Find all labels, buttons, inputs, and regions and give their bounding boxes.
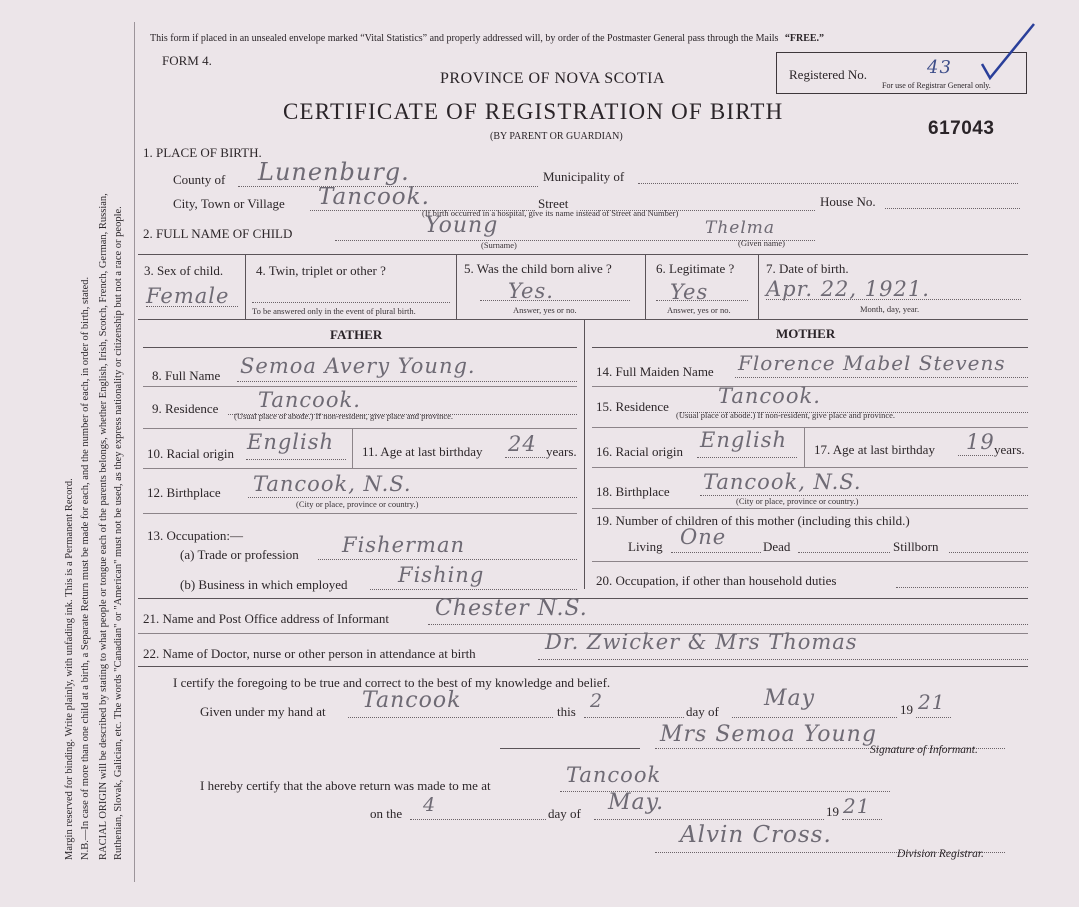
doctor-value: Dr. Zwicker & Mrs Thomas [545, 630, 858, 654]
street-label: Street [538, 196, 569, 211]
mother-heading: MOTHER [776, 326, 836, 341]
county-value: Lunenburg. [258, 158, 410, 186]
signature-of-informant-label: Signature of Informant. [870, 744, 978, 756]
father-age-label: 11. Age at last birthday [362, 444, 483, 459]
house-number-label: House No. [820, 194, 876, 209]
father-residence-label: 9. Residence [152, 401, 219, 416]
certificate-subtitle: (BY PARENT OR GUARDIAN) [490, 131, 623, 142]
municipality-label: Municipality of [543, 169, 625, 184]
mother-dead-label: Dead [763, 539, 791, 554]
margin-note-4: Ruthenian, Slovak, Galician, etc. The words "Canadian" or "American" must not be used, as they express nationality or citizenship but not a race or people. [113, 206, 124, 860]
doctor-label: 22. Name of Doctor, nurse or other person in attendance at birth [143, 646, 476, 661]
serial-number: 617043 [928, 118, 995, 139]
county-label: County of [173, 172, 226, 187]
mother-age-unit: years. [994, 442, 1025, 457]
registrar-day-value: 4 [423, 794, 437, 816]
father-racial-label: 10. Racial origin [147, 446, 235, 461]
registrar-on-the-label: on the [370, 806, 403, 821]
father-name-label: 8. Full Name [152, 368, 221, 383]
given-month-value: May [764, 686, 816, 711]
registrar-signature: Alvin Cross. [680, 822, 832, 848]
date-of-birth-value: Apr. 22, 1921. [766, 277, 930, 301]
father-business-value: Fishing [398, 563, 485, 587]
given-day-value: 2 [590, 690, 604, 712]
mother-residence-label: 15. Residence [596, 399, 669, 414]
registrar-place-value: Tancook [566, 763, 662, 787]
form-number: FORM 4. [162, 53, 212, 68]
mother-stillborn-label: Stillborn [893, 539, 939, 554]
given-place-value: Tancook [362, 688, 462, 713]
this-label: this [557, 704, 576, 719]
informant-label: 21. Name and Post Office address of Informant [143, 611, 389, 626]
informant-signature: Mrs Semoa Young [660, 722, 877, 747]
given-under-label: Given under my hand at [200, 704, 326, 719]
father-trade-label: (a) Trade or profession [180, 547, 299, 562]
check-mark-icon [978, 20, 1038, 82]
father-name-value: Semoa Avery Young. [240, 354, 476, 378]
city-label: City, Town or Village [173, 196, 285, 211]
registered-note: For use of Registrar General only. [882, 81, 991, 90]
margin-note-1: Margin reserved for binding. Write plainly, with unfading ink. This is a Permanent Record. [64, 478, 75, 860]
mother-racial-label: 16. Racial origin [596, 444, 684, 459]
margin-note-3: RACIAL ORIGIN will be described by stating to what people or tongue each of the parents belongs, whether English, Irish, Scotch, French, German, Russian, [98, 193, 109, 860]
certificate-title: CERTIFICATE OF REGISTRATION OF BIRTH [283, 99, 784, 124]
mother-residence-value: Tancook. [718, 384, 821, 408]
registrar-year-value: 21 [843, 794, 871, 818]
father-business-label: (b) Business in which employed [180, 577, 348, 592]
legitimate-note: Answer, yes or no. [667, 305, 731, 315]
mother-abode-note: (Usual place of abode.) If non-resident, give place and province. [676, 410, 896, 420]
mother-occupation-label: 20. Occupation, if other than household duties [596, 573, 837, 588]
given-name-note: (Given name) [738, 238, 785, 248]
informant-value: Chester N.S. [435, 596, 588, 621]
mother-birthplace-label: 18. Birthplace [596, 484, 670, 499]
father-birthplace-value: Tancook, N.S. [253, 472, 412, 496]
date-of-birth-label: 7. Date of birth. [766, 261, 849, 276]
father-age-unit: years. [546, 444, 577, 459]
alive-note: Answer, yes or no. [513, 305, 577, 315]
date-of-birth-note: Month, day, year. [860, 304, 920, 314]
mother-children-label: 19. Number of children of this mother (including this child.) [596, 513, 910, 528]
given-year-value: 21 [918, 690, 946, 714]
registered-value: 43 [927, 57, 952, 78]
father-racial-value: English [247, 430, 335, 454]
registrar-year-prefix: 19 [826, 804, 839, 819]
mother-birthplace-value: Tancook, N.S. [703, 470, 862, 494]
registrar-month-value: May. [608, 790, 665, 815]
twin-note: To be answered only in the event of plural birth. [252, 306, 416, 316]
mail-notice: This form if placed in an unsealed envelope marked “Vital Statistics” and properly addressed will, by order of the Postmaster General pass through the Mails [150, 33, 779, 44]
margin-notes [0, 0, 135, 907]
father-heading: FATHER [330, 327, 383, 342]
city-value: Tancook. [318, 184, 430, 210]
alive-label: 5. Was the child born alive ? [464, 261, 612, 276]
mother-living-label: Living [628, 539, 663, 554]
mother-racial-value: English [700, 428, 788, 452]
surname-note: (Surname) [481, 240, 517, 250]
place-of-birth-heading: 1. PLACE OF BIRTH. [143, 145, 262, 160]
given-day-of-label: day of [686, 704, 719, 719]
province-title: PROVINCE OF NOVA SCOTIA [440, 70, 666, 87]
sex-label: 3. Sex of child. [144, 263, 224, 278]
sex-value: Female [146, 284, 230, 308]
mail-free: “FREE.” [784, 33, 825, 44]
legitimate-value: Yes [670, 280, 709, 304]
father-abode-note: (Usual place of abode.) If non-resident, give place and province. [234, 411, 454, 421]
father-occupation-label: 13. Occupation:— [147, 528, 244, 543]
father-birthplace-label: 12. Birthplace [147, 485, 221, 500]
mother-name-value: Florence Mabel Stevens [738, 351, 1006, 375]
mail-notice-row [150, 33, 824, 44]
given-year-prefix: 19 [900, 702, 913, 717]
child-given-value: Thelma [705, 218, 776, 238]
mother-birthplace-note: (City or place, province or country.) [736, 496, 859, 506]
hospital-note: (If birth occurred in a hospital, give its name instead of Street and Number) [422, 208, 679, 218]
alive-value: Yes. [508, 279, 554, 303]
twin-label: 4. Twin, triplet or other ? [256, 263, 386, 278]
child-name-label: 2. FULL NAME OF CHILD [143, 226, 293, 241]
division-registrar-label: Division Registrar. [897, 848, 984, 860]
binding-rule [134, 22, 135, 882]
margin-note-2: N.B.—In case of more than one child at a birth, a Separate Return must be made for each, and the number of each, in order of birth, stated. [80, 276, 91, 860]
father-birthplace-note: (City or place, province or country.) [296, 499, 419, 509]
registrar-statement: I hereby certify that the above return was made to me at [200, 778, 491, 793]
registered-label: Registered No. [789, 67, 867, 82]
mother-living-value: One [680, 525, 727, 549]
registrar-day-of-label: day of [548, 806, 581, 821]
mother-name-label: 14. Full Maiden Name [596, 364, 714, 379]
father-trade-value: Fisherman [342, 533, 466, 557]
child-surname-value: Young [425, 213, 499, 238]
father-residence-value: Tancook. [258, 388, 361, 412]
legitimate-label: 6. Legitimate ? [656, 261, 735, 276]
certify-statement: I certify the foregoing to be true and correct to the best of my knowledge and belief. [173, 675, 611, 690]
father-age-value: 24 [508, 432, 537, 456]
mother-age-value: 19 [966, 430, 995, 454]
mother-age-label: 17. Age at last birthday [814, 442, 935, 457]
